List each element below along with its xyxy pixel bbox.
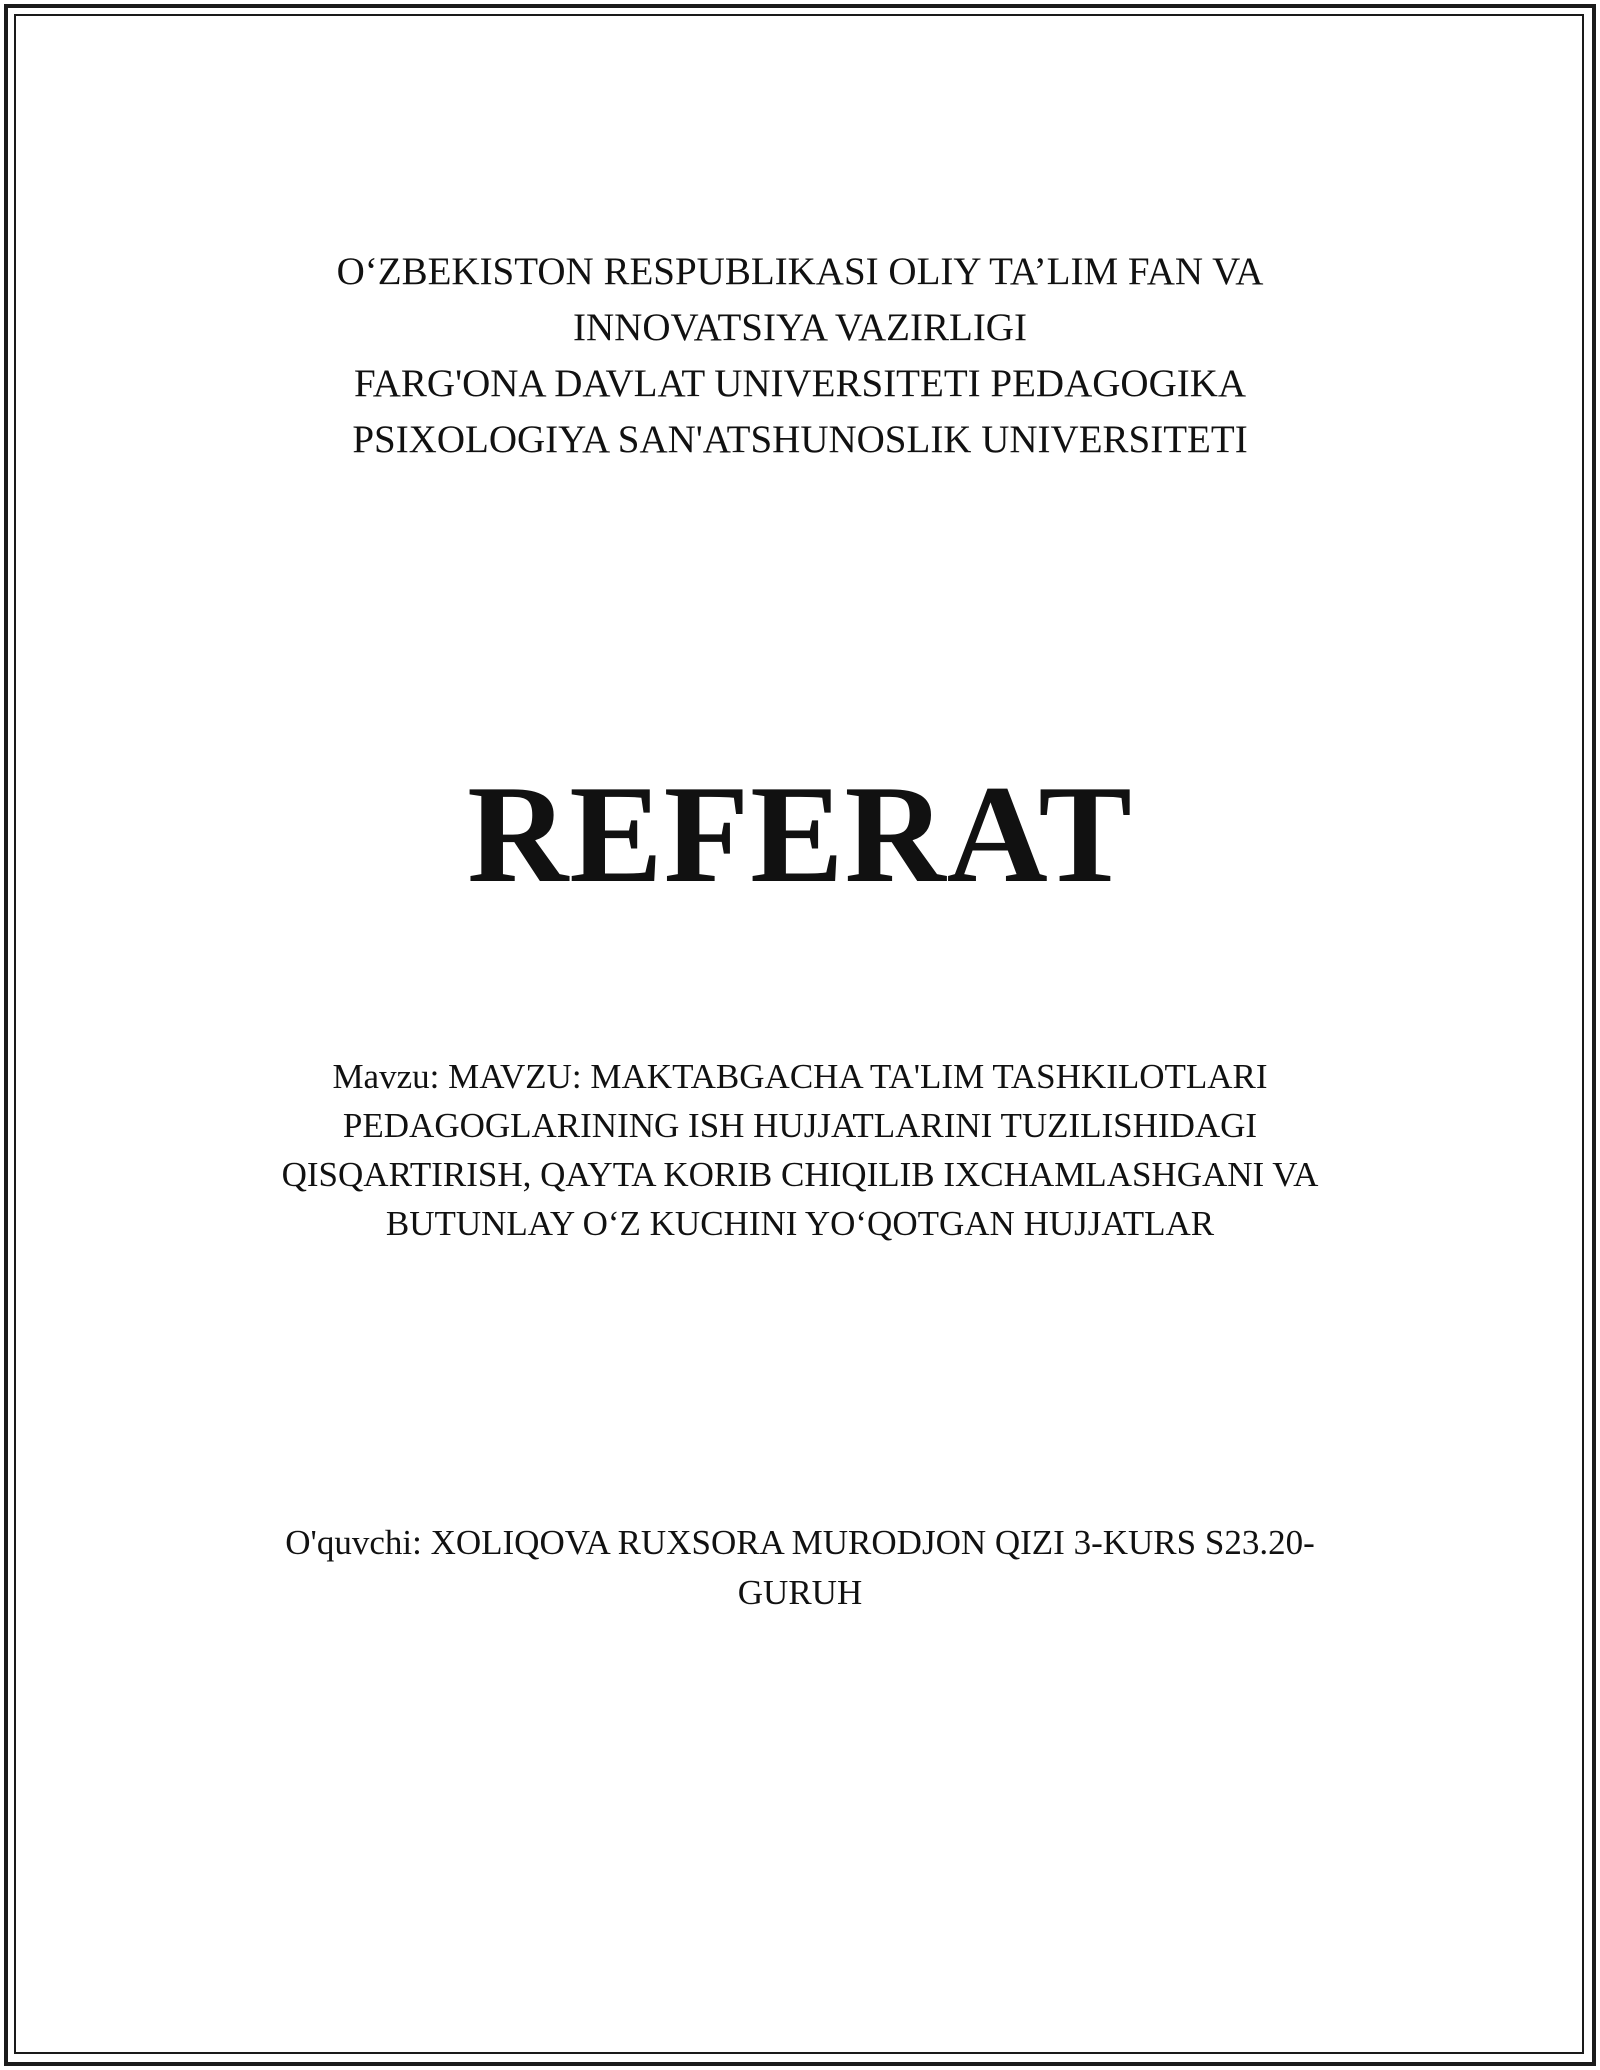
header-line: FARG'ONA DAVLAT UNIVERSITETI PEDAGOGIKA: [353, 362, 1247, 405]
topic-line: BUTUNLAY O‘Z KUCHINI YO‘QOTGAN HUJJATLAR: [385, 1204, 1215, 1243]
header-line: PSIXOLOGIYA SAN'ATSHUNOSLIK UNIVERSITETI: [352, 418, 1248, 461]
topic-line: PEDAGOGLARINING ISH HUJJATLARINI TUZILISHIDAGI: [342, 1106, 1258, 1145]
topic-section: [0, 1052, 1600, 1248]
header-line: INNOVATSIYA VAZIRLIGI: [573, 306, 1027, 349]
header-line: O‘ZBEKISTON RESPUBLIKASI OLIY TA’LIM FAN VA: [336, 250, 1264, 293]
student-line: GURUH: [737, 1573, 863, 1612]
student-info: [0, 1518, 1600, 1618]
document-title: REFERAT: [467, 757, 1133, 912]
ministry-header: [0, 244, 1600, 468]
topic-line: Mavzu: MAVZU: MAKTABGACHA TA'LIM TASHKILOTLARI: [332, 1057, 1268, 1096]
student-line: O'quvchi: XOLIQOVA RUXSORA MURODJON QIZI 3-KURS S23.20-: [285, 1523, 1315, 1562]
topic-line: QISQARTIRISH, QAYTA KORIB CHIQILIB IXCHAMLASHGANI VA: [281, 1155, 1319, 1194]
